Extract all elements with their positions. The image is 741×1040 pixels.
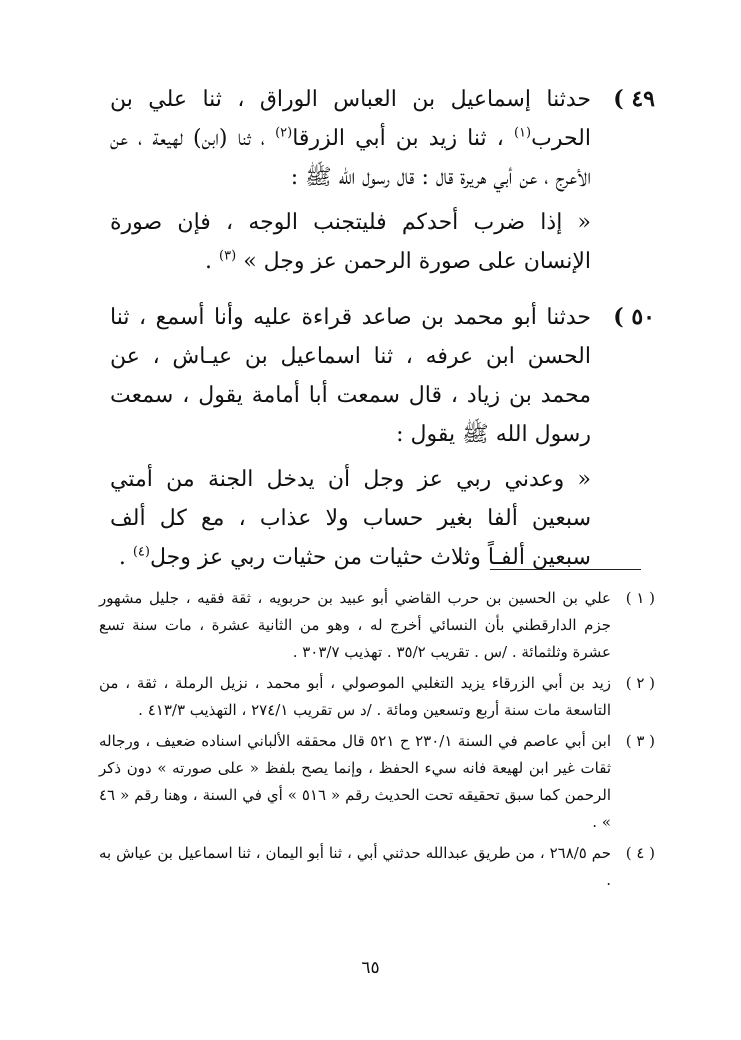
footnote-text: علي بن الحسين بن حرب القاضي أبو عبيد بن حربويه ، ثقة فقيه ، جليل مشهور جزم الدارقطني بأن النسائي أخرج له ، وهو من الثانية عشرة ، مات سنة تسع عشرة وثلثمائة . /س . تقريب ٣٥/٢ . تهذيب ٣٠٣/٧ . [99,589,611,661]
hadith-body [110,80,591,281]
matn-text: « وعدني ربي عز وجل أن يدخل الجنة من أمتي سبعين ألفا بغير حساب ولا عذاب ، مع كل ألف سبعين ألفـاً وثلاث حثيات من حثيات ربي عز وجل [110,467,591,570]
footnote-text: ابن أبي عاصم في السنة ٢٣٠/١ ح ٥٢١ قال محققه الألباني اسناده ضعيف ، ورجاله ثقات غير ابن لهيعة فانه سيء الحفظ ، وإنما يصح بلفظ « على صورته » دون ذكر الرحمن كما سبق تحقيقه تحت الحديث رقم « ٥١٦ » أي في السنة ، وهنا رقم « ٤٦ » . [99,732,612,831]
isnad-text: ، ثنا (ابن) لهيعة ، عن الأعرج ، عن أبي هريرة قال : قال رسول الله ﷺ : [110,126,591,190]
matn-end: . [118,545,126,570]
page-number: ٦٥ [361,958,380,978]
footnote-text: زيد بن أبي الزرقاء يزيد التغلبي الموصولي ، أبو محمد ، نزيل الرملة ، ثقة ، من التاسعة مات سنة أربع وتسعين ومائة . /د س تقريب ٢٧٤/١ ، التهذيب ٤١٣/٣ . [99,674,611,719]
footnote-2 [99,670,655,724]
footnote-ref: (٢) [275,125,293,141]
footnote-number: ( ١ ) [625,589,655,607]
footnote-ref: (٣) [219,248,237,264]
footnote-number: ( ٢ ) [625,674,655,692]
hadith-50 [110,298,655,577]
hadith-isnad [110,80,591,197]
hadith-number: ٥٠ ) [613,304,655,330]
footnote-1 [99,585,655,666]
footnote-3 [99,728,655,836]
footnote-divider [490,569,641,570]
footnote-number: ( ٣ ) [625,732,655,750]
footnote-text: حم ٢٦٨/٥ ، من طريق عبدالله حدثني أبي ، ثنا أبو اليمان ، ثنا اسماعيل بن عياش به . [99,844,612,889]
hadith-matn [110,460,591,577]
matn-text: « إذا ضرب أحدكم فليتجنب الوجه ، فإن صورة الإنسان على صورة الرحمن عز وجل » [110,210,591,274]
matn-end: . [205,249,213,274]
isnad-text: ، ثنا زيد بن أبي الزرقا [292,126,504,151]
footnotes [99,585,655,898]
hadith-number: ٤٩ ) [613,86,655,112]
footnote-4 [99,840,655,894]
isnad-text: حدثنا إسماعيل بن العباس الوراق ، ثنا علي بن الحرب [110,87,591,151]
hadith-matn [110,203,591,281]
footnote-ref: (٤) [132,544,150,560]
footnote-number: ( ٤ ) [625,844,655,862]
hadith-body [110,298,591,577]
hadith-isnad: حدثنا أبو محمد بن صاعد قراءة عليه وأنا أسمع ، ثنا الحسن ابن عرفه ، ثنا اسماعيل بن عيـاش ، عن محمد بن زياد ، قال سمعت أبا أمامة يقول ، سمعت رسول الله ﷺ يقول : [110,305,591,447]
footnote-ref: (١) [513,125,532,141]
hadith-49 [110,80,655,281]
